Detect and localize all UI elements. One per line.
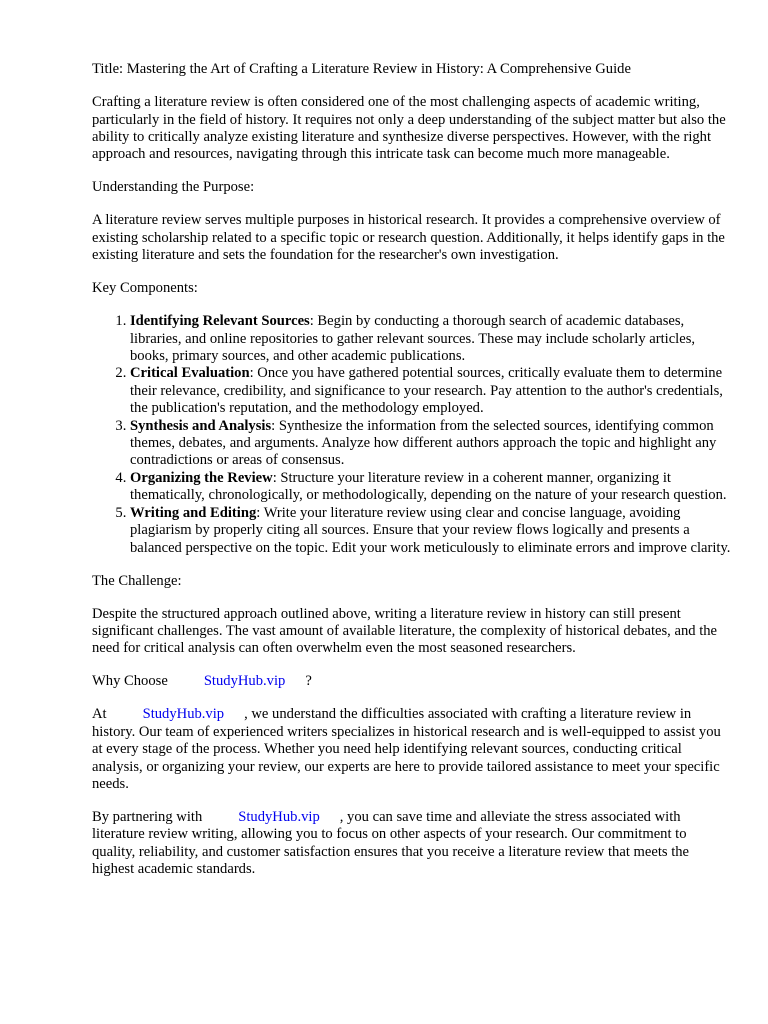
- document-page: [92, 61, 732, 894]
- component-text: : Once you have gathered potential sources, critically evaluate them to determine their relevance, credibility, and significance to your research. Pay attention to the author's credentials, the publication's reputation, and the methodology employed.: [130, 365, 723, 417]
- list-item: [130, 505, 732, 557]
- components-list: [92, 313, 732, 557]
- partner-text: , you can save time and alleviate the stress associated with literature review writing, allowing you to focus on other aspects of your research. Our commitment to quality, reliability, and customer satisfaction ensures that you receive a literature review that meets the highest academic standards.: [92, 808, 690, 878]
- document-title: Title: Mastering the Art of Crafting a Literature Review in History: A Comprehensive Guide: [92, 61, 631, 77]
- at-text: , we understand the difficulties associated with crafting a literature review in history. Our team of experienced writers specializes in historical research and is well-equipped to assist you at every stage of the process. Whether you need help identifying relevant sources, conducting critical analysis, or organizing your review, our experts are here to provide tailored assistance to meet your specific needs.: [92, 706, 721, 792]
- component-term: Synthesis and Analysis: [130, 417, 272, 434]
- why-choose-prefix: Why Choose: [92, 673, 168, 690]
- why-choose-suffix: ?: [305, 673, 312, 690]
- component-term: Writing and Editing: [130, 504, 257, 521]
- challenge-heading: The Challenge:: [92, 572, 182, 589]
- partner-paragraph: [92, 809, 732, 879]
- component-term: Organizing the Review: [130, 469, 273, 486]
- components-heading: Key Components:: [92, 280, 198, 297]
- intro-paragraph: Crafting a literature review is often considered one of the most challenging aspects of academic writing, particularly in the field of history. It requires not only a deep understanding of the subject matter but also the ability to critically analyze existing literature and synthesize diverse perspectives. However, with the right approach and resources, navigating through this intricate task can become much more manageable.: [92, 94, 726, 163]
- component-text: : Structure your literature review in a coherent manner, organizing it thematically, chronologically, or methodologically, depending on the nature of your research question.: [130, 469, 727, 504]
- component-text: : Begin by conducting a thorough search of academic databases, libraries, and online repositories to gather relevant sources. These may include scholarly articles, books, primary sources, and other academic publications.: [130, 313, 696, 365]
- studyhub-link[interactable]: StudyHub.vip: [203, 673, 286, 690]
- studyhub-link[interactable]: StudyHub.vip: [142, 706, 225, 723]
- component-term: Critical Evaluation: [130, 365, 250, 382]
- challenge-paragraph: Despite the structured approach outlined above, writing a literature review in history can still present significant challenges. The vast amount of available literature, the complexity of historical debates, and the need for critical analysis can often overwhelm even the most seasoned researchers.: [92, 605, 718, 657]
- component-term: Identifying Relevant Sources: [130, 313, 310, 330]
- at-studyhub-paragraph: [92, 706, 732, 793]
- purpose-paragraph: A literature review serves multiple purposes in historical research. It provides a comprehensive overview of existing scholarship related to a specific topic or research question. Additionally, it helps identify gaps in the existing literature and sets the foundation for the researcher's own investigation.: [92, 212, 725, 264]
- partner-prefix: By partnering with: [92, 808, 203, 825]
- component-text: : Synthesize the information from the selected sources, identifying common themes, debates, and arguments. Analyze how different authors approach the topic and highlight any contradictions or areas of consensus.: [130, 417, 717, 469]
- list-item: [130, 313, 732, 365]
- list-item: [130, 418, 732, 470]
- component-text: : Write your literature review using clear and concise language, avoiding plagiarism by properly citing all sources. Ensure that your review flows logically and presents a balanced perspective on the topic. Edit your work meticulously to eliminate errors and improve clarity.: [130, 504, 731, 556]
- studyhub-link[interactable]: StudyHub.vip: [238, 808, 320, 825]
- why-choose-line: [92, 673, 732, 690]
- list-item: [130, 470, 732, 505]
- purpose-heading: Understanding the Purpose:: [92, 179, 255, 196]
- at-prefix: At: [92, 706, 107, 723]
- list-item: [130, 365, 732, 417]
